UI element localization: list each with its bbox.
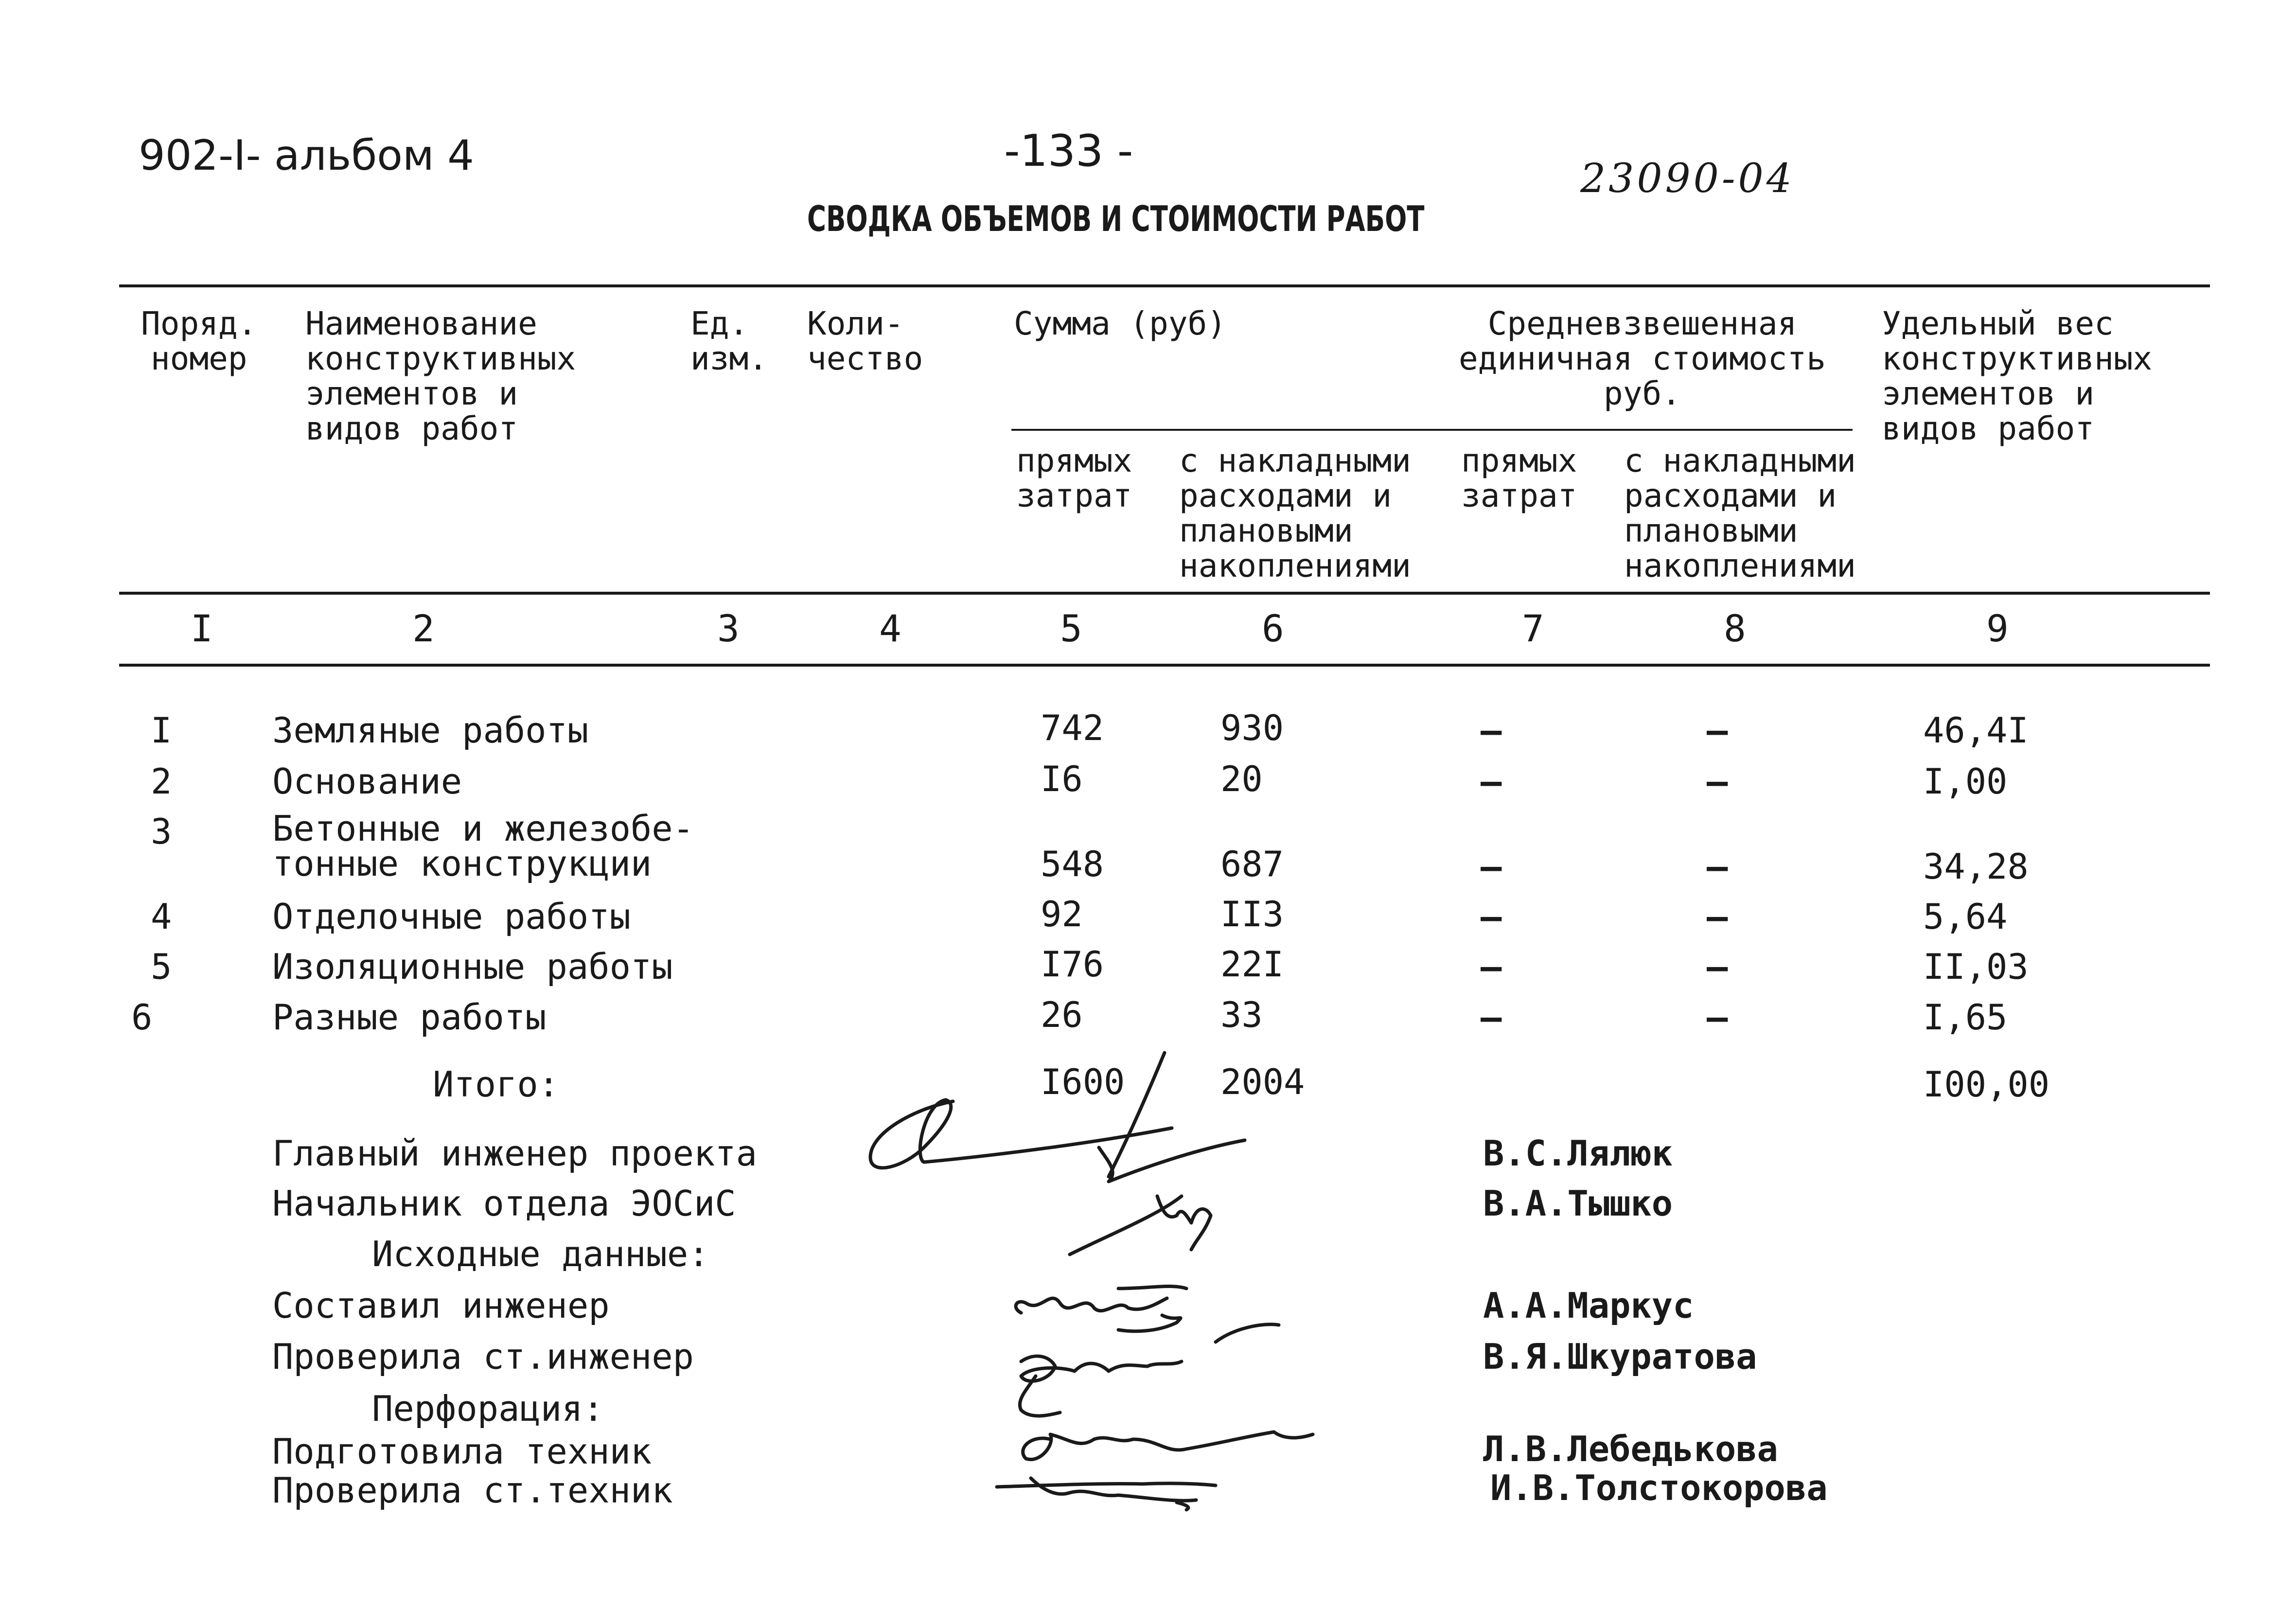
signature-role: Проверила ст.техник bbox=[272, 1470, 673, 1511]
row-avg-overhead: – bbox=[1707, 710, 1728, 751]
signature-role: Проверила ст.инженер bbox=[272, 1336, 694, 1377]
total-direct-cost: I600 bbox=[1041, 1061, 1125, 1102]
header-quantity: Коли- чество bbox=[807, 305, 923, 377]
row-avg-overhead: – bbox=[1707, 997, 1728, 1038]
section-heading: Исходные данные: bbox=[372, 1234, 709, 1274]
header-overhead-cost: с накладными расходами и плановыми накоплениями bbox=[1179, 442, 1411, 584]
signature-name: И.В.Толстокорова bbox=[1490, 1467, 1828, 1508]
signature-role: Составил инженер bbox=[272, 1285, 610, 1326]
row-share: I,00 bbox=[1923, 761, 2008, 802]
header-avg-overhead: с накладными расходами и плановыми накоплениями bbox=[1624, 442, 1856, 584]
row-name: Земляные работы bbox=[272, 710, 589, 751]
row-share: 5,64 bbox=[1923, 896, 2008, 937]
signature-name: А.А.Маркус bbox=[1483, 1285, 1694, 1326]
header-average-group: Средневзвешенная единичная стоимость руб. bbox=[1459, 305, 1826, 412]
row-name: Основание bbox=[272, 761, 462, 802]
header-element-name: Наименование конструктивных элементов и видов работ bbox=[305, 305, 576, 447]
column-number: 8 bbox=[1724, 607, 1746, 650]
header-direct-cost: прямых затрат bbox=[1016, 442, 1132, 514]
signature-compiling-engineer bbox=[1016, 1287, 1279, 1342]
row-share: II,03 bbox=[1923, 946, 2029, 987]
archive-number: 23090-04 bbox=[1580, 156, 1795, 202]
signature-role: Главный инженер проекта bbox=[272, 1133, 757, 1174]
row-avg-direct: – bbox=[1481, 896, 1502, 937]
signature-role: Начальник отдела ЭОСиС bbox=[272, 1183, 736, 1224]
document-title: СВОДКА ОБЪЕМОВ И СТОИМОСТИ РАБОТ bbox=[807, 198, 1425, 239]
row-share: I,65 bbox=[1923, 997, 2008, 1038]
row-direct-cost: 742 bbox=[1041, 707, 1104, 748]
row-direct-cost: 548 bbox=[1041, 844, 1104, 884]
signature-name: Л.В.Лебедькова bbox=[1483, 1429, 1778, 1469]
row-direct-cost: I76 bbox=[1041, 944, 1104, 985]
row-name: Отделочные работы bbox=[272, 896, 631, 937]
row-avg-direct: – bbox=[1481, 846, 1502, 887]
row-direct-cost: 92 bbox=[1041, 894, 1083, 935]
column-number: 2 bbox=[412, 607, 435, 650]
header-avg-direct: прямых затрат bbox=[1461, 442, 1577, 514]
signature-senior-technician bbox=[997, 1478, 1216, 1510]
row-overhead-cost: 20 bbox=[1220, 759, 1263, 799]
row-name: Бетонные и железобе- тонные конструкции bbox=[272, 808, 694, 884]
total-share: I00,00 bbox=[1923, 1064, 2050, 1105]
row-name: Разные работы bbox=[272, 997, 547, 1038]
row-avg-overhead: – bbox=[1707, 761, 1728, 802]
row-number: I bbox=[151, 710, 172, 751]
section-heading: Перфорация: bbox=[372, 1388, 604, 1429]
row-share: 46,4I bbox=[1923, 710, 2029, 751]
signature-chief-engineer bbox=[870, 1100, 1172, 1168]
row-avg-direct: – bbox=[1481, 946, 1502, 987]
column-number: 5 bbox=[1060, 607, 1082, 650]
row-avg-overhead: – bbox=[1707, 846, 1728, 887]
column-number: 7 bbox=[1522, 607, 1544, 650]
column-number: 3 bbox=[717, 607, 740, 650]
row-overhead-cost: II3 bbox=[1220, 894, 1284, 935]
row-avg-overhead: – bbox=[1707, 896, 1728, 937]
signature-name: В.Я.Шкуратова bbox=[1483, 1336, 1757, 1377]
signature-name: В.С.Лялюк bbox=[1483, 1133, 1673, 1174]
row-direct-cost: I6 bbox=[1041, 759, 1083, 799]
row-overhead-cost: 687 bbox=[1220, 844, 1284, 884]
row-number: 5 bbox=[151, 946, 172, 987]
signature-role: Подготовила техник bbox=[272, 1431, 652, 1472]
row-number: 2 bbox=[151, 761, 172, 802]
total-overhead-cost: 2004 bbox=[1220, 1061, 1305, 1102]
row-avg-direct: – bbox=[1481, 710, 1502, 751]
row-share: 34,28 bbox=[1923, 846, 2029, 887]
document-code: 902-I- альбом 4 bbox=[139, 131, 474, 180]
row-overhead-cost: 33 bbox=[1220, 994, 1263, 1035]
row-number: 6 bbox=[131, 997, 153, 1038]
page-number: -133 - bbox=[1004, 125, 1133, 177]
column-number: 4 bbox=[879, 607, 901, 650]
total-label: Итого: bbox=[433, 1064, 560, 1105]
row-number: 4 bbox=[151, 896, 172, 937]
row-avg-direct: – bbox=[1481, 997, 1502, 1038]
signature-technician bbox=[1023, 1432, 1313, 1460]
row-avg-direct: – bbox=[1481, 761, 1502, 802]
row-direct-cost: 26 bbox=[1041, 994, 1083, 1035]
signature-name: В.А.Тышко bbox=[1483, 1183, 1673, 1224]
column-number: I bbox=[191, 607, 213, 650]
row-name: Изоляционные работы bbox=[272, 946, 673, 987]
signature-senior-engineer bbox=[1020, 1356, 1182, 1416]
header-order-number: Поряд. номер bbox=[141, 305, 257, 377]
row-overhead-cost: 22I bbox=[1220, 944, 1284, 985]
signature-department-head bbox=[1070, 1196, 1211, 1254]
header-unit: Ед. изм. bbox=[690, 305, 768, 377]
row-overhead-cost: 930 bbox=[1220, 707, 1284, 748]
header-share: Удельный вес конструктивных элементов и видов работ bbox=[1882, 305, 2153, 447]
row-avg-overhead: – bbox=[1707, 946, 1728, 987]
column-number: 6 bbox=[1262, 607, 1284, 650]
row-number: 3 bbox=[151, 811, 172, 852]
column-number: 9 bbox=[1986, 607, 2009, 650]
total-slash-stroke bbox=[1099, 1053, 1245, 1182]
header-sum-group: Сумма (руб) bbox=[1014, 305, 1227, 342]
